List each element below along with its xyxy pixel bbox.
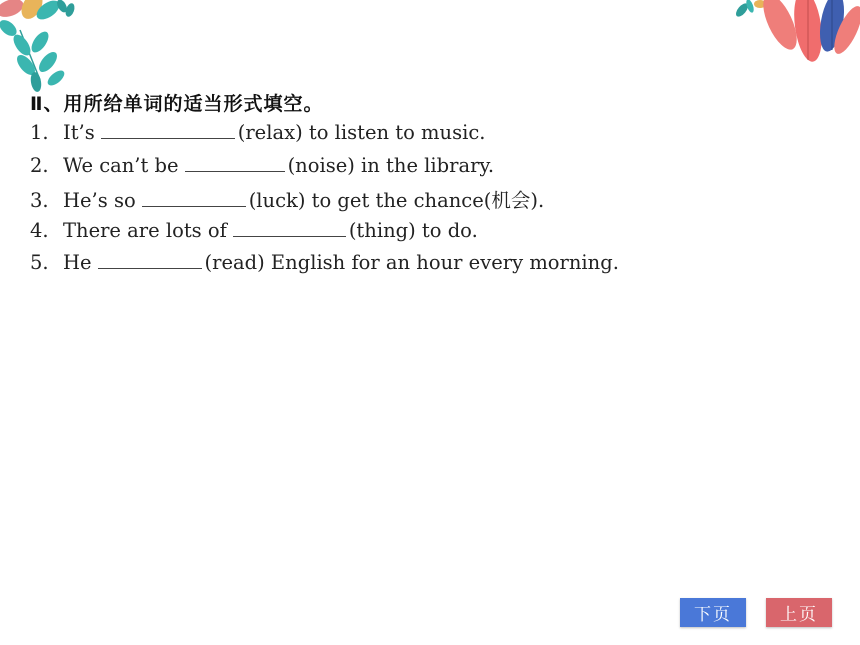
question-number: 3. [30,189,49,212]
question-item-1 [30,120,619,153]
question-lead-text: He’s so [63,189,136,212]
question-rest-text: (luck) to get the chance(机会). [248,189,545,212]
question-item-5 [30,250,619,283]
section-title: Ⅱ、用所给单词的适当形式填空。 [30,93,324,115]
question-rest-text: (thing) to do. [348,218,478,242]
question-number: 5. [30,251,49,274]
question-list [30,120,619,283]
answer-blank[interactable] [98,250,202,269]
question-lead-text: He [63,251,92,274]
question-item-4 [30,218,619,251]
answer-blank[interactable] [101,120,235,139]
question-number: 1. [30,121,49,144]
next-page-button[interactable]: 下页 [680,598,746,627]
teal-leaves-icon [0,0,110,95]
question-number: 4. [30,218,49,242]
previous-page-button[interactable]: 上页 [766,598,832,627]
question-lead-text: We can’t be [63,153,179,177]
question-rest-text: (relax) to listen to music. [237,121,486,144]
question-number: 2. [30,153,49,177]
answer-blank[interactable] [142,188,246,207]
question-rest-text: (noise) in the library. [287,153,495,177]
question-item-2 [30,153,619,186]
pink-leaves-icon [730,0,860,80]
question-item-3 [30,185,619,218]
answer-blank[interactable] [233,218,346,237]
question-lead-text: It’s [63,121,95,144]
answer-blank[interactable] [185,153,285,172]
question-lead-text: There are lots of [63,218,227,242]
question-rest-text: (read) English for an hour every morning. [204,251,619,274]
